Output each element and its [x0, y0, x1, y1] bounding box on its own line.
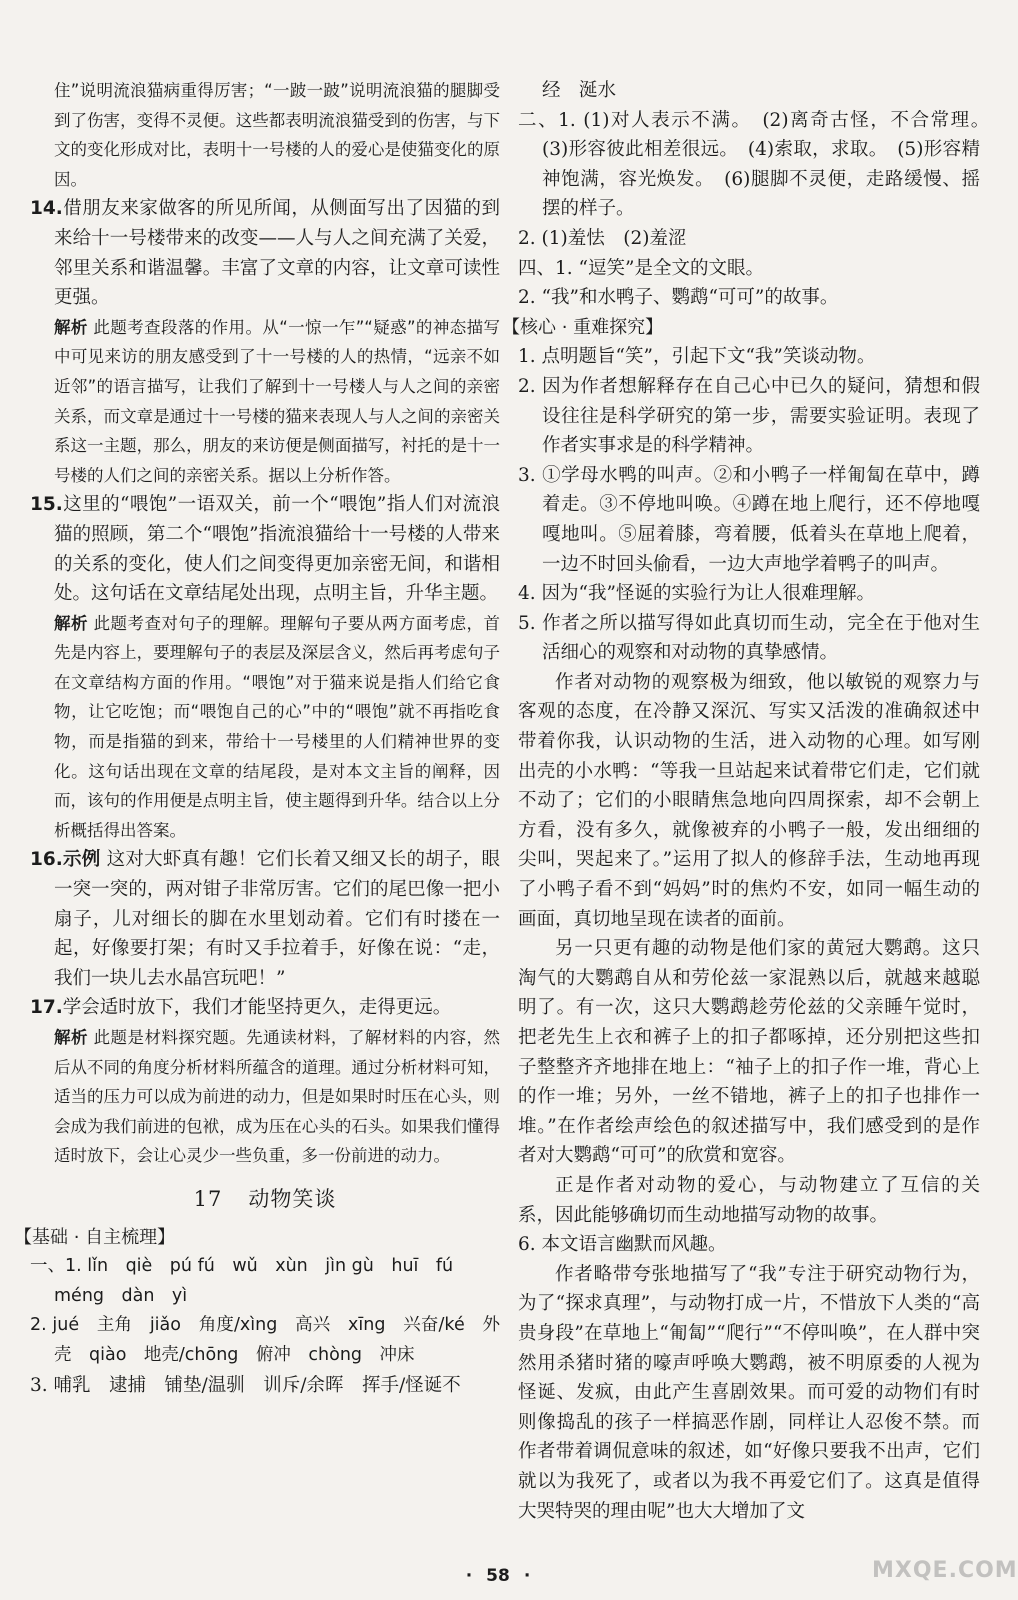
core-item-3: 3. ①学母水鸭的叫声。②和小鸭子一样匍匐在草中，蹲着走。③不停地叫唤。④蹲在地上爬行，还不停地嘎嘎地叫。⑤屈着膝，弯着腰，低着头在草地上爬着，一边不时回头偷看，一边大声地学着鸭子的叫声。: [518, 464, 980, 575]
part-2-item-2: 2. (1)羞怯 (2)羞涩: [518, 227, 687, 249]
core-item-5-paragraph-3: 正是作者对动物的爱心，与动物建立了互信的关系，因此能够确切而生动地描写动物的故事。: [518, 1174, 980, 1226]
q16-example-label: 示例: [62, 849, 101, 871]
basic-item-3: 3. 哺乳 逮捕 铺垫/温驯 训斥/余晖 挥手/怪诞不: [30, 1374, 461, 1396]
q13-analysis-continued: 住”说明流浪猫病重得厉害；“一跛一跛”说明流浪猫的腿脚受到了伤害，变得不灵便。这些都表明流浪猫受到的伤害，与下文的变化形成对比，表明十一号楼的人的爱心是使猫变化的原因。: [54, 81, 500, 189]
q15-number: 15.: [30, 494, 63, 516]
basic-item-2: 2. jué 主角 jiǎo 角度/xìng 高兴 xīng 兴奋/ké 外壳 qiào 地壳/chōng 俯冲 chòng 冲床: [30, 1315, 500, 1365]
watermark-logo: MXQE.COM: [872, 1558, 1018, 1583]
core-item-4: 4. 因为“我”怪诞的实验行为让人很难理解。: [518, 583, 875, 605]
q16-answer: [30, 845, 500, 993]
core-item-6: 6. 本文语言幽默而风趣。: [518, 1234, 727, 1256]
basic-item-3-continued: 经 涎水: [542, 80, 617, 101]
q14-number: 14.: [30, 198, 63, 220]
pinyin-line-1: 一、1. lǐn qiè pú fú wǔ xùn jìn gù huī fú: [30, 1256, 454, 1277]
section-heading-basic: 【基础 · 自主梳理】: [14, 1226, 176, 1248]
section-heading-core: 【核心 · 重难探究】: [502, 316, 664, 338]
core-item-5: 5. 作者之所以描写得如此真切而生动，完全在于他对生活细心的观察和对动物的真挚感情。: [518, 612, 980, 664]
lesson-name: 动物笑谈: [248, 1186, 337, 1211]
q17-analysis: [30, 1023, 500, 1171]
q17-answer-text: 学会适时放下，我们才能坚持更久，走得更远。: [62, 997, 452, 1019]
q16-number: 16.: [30, 849, 63, 871]
q15-answer: [30, 490, 500, 608]
q17-analysis-label: 解析: [54, 1028, 88, 1047]
part-4-item-1: 四、1. “逗笑”是全文的文眼。: [518, 257, 764, 279]
q15-analysis-label: 解析: [54, 613, 88, 633]
q14-analysis-label: 解析: [54, 317, 88, 337]
part-2-item-1: 二、1. (1)对人表示不满。 (2)离奇古怪，不合常理。 (3)形容彼此相差很远。 (4)索取，求取。 (5)形容精神饱满，容光焕发。 (6)腿脚不灵便，走路缓慢、摇摆的样子。: [518, 109, 999, 220]
q14-analysis-text: 此题考查段落的作用。从“一惊一乍”“疑惑”的神态描写中可见来访的朋友感受到了十一号楼的人的热情，“远亲不如近邻”的语言描写，让我们了解到十一号楼人与人之间的亲密关系，而文章是通过十一号楼的猫来表现人与人之间的亲密关系这一主题，那么，朋友的来访便是侧面描写，衬托的是十一号楼的人们之间的亲密关系。据以上分析作答。: [54, 317, 500, 485]
lesson-number: 17: [193, 1186, 223, 1211]
core-item-6-paragraph-1: 作者略带夸张地描写了“我”专注于研究动物行为，为了“探求真理”，与动物打成一片，不惜放下人类的“高贵身段”在草地上“匍匐”“爬行”“不停叫唤”，在人群中突然用杀猪时猪的嚎声呼唤大鹦鹉，被不明原委的人视为怪诞、发疯，由此产生喜剧效果。而可爱的动物们有时则像捣乱的孩子一样搞恶作剧，同样让人忍俊不禁。而作者带着调侃意味的叙述，如“好像只要我不出声，它们就以为我死了，或者以为我不再爱它们了。这真是值得大哭特哭的理由呢”也大大增加了文: [518, 1263, 980, 1522]
page-number-value: 58: [486, 1566, 510, 1586]
left-column: [14, 76, 501, 1400]
q17-analysis-text: 此题是材料探究题。先通读材料，了解材料的内容，然后从不同的角度分析材料所蕴含的道理。通过分析材料可知，适当的压力可以成为前进的动力，但是如果时时压在心头，则会成为我们前进的包袱，成为压在心头的石头。如果我们懂得适时放下，会让心灵少一些负重，多一份前进的动力。: [54, 1028, 501, 1166]
q16-answer-text: 这对大虾真有趣！它们长着又细又长的胡子，眼一突一突的，两对钳子非常厉害。它们的尾巴像一把小扇子，儿对细长的脚在水里划动着。它们有时搂在一起，好像要打架；有时又手拉着手，好像在说：“走，我们一块儿去水晶宫玩吧！”: [54, 849, 500, 989]
q17-number: 17.: [30, 997, 63, 1019]
pinyin-line-2: méng dàn yì: [54, 1285, 188, 1306]
q14-answer-text: 借朋友来家做客的所见所闻，从侧面写出了因猫的到来给十一号楼带来的改变——人与人之间充满了关爱，邻里关系和谐温馨。丰富了文章的内容，让文章可读性更强。: [54, 198, 500, 309]
core-item-1: 1. 点明题旨“笑”，引起下文“我”笑谈动物。: [518, 346, 876, 368]
core-item-2: 2. 因为作者想解释存在自己心中已久的疑问，猜想和假设往往是科学研究的第一步，需要实验证明。表现了作者实事求是的科学精神。: [518, 375, 980, 457]
q14-answer: [30, 194, 500, 312]
right-column: [502, 76, 999, 1526]
core-item-5-paragraph-2: 另一只更有趣的动物是他们家的黄冠大鹦鹉。这只淘气的大鹦鹉自从和劳伦兹一家混熟以后，就越来越聪明了。有一次，这只大鹦鹉趁劳伦兹的父亲睡午觉时，把老先生上衣和裤子上的扣子都啄掉，还分别把这些扣子整整齐齐地排在地上：“袖子上的扣子作一堆，背心上的作一堆；另外，一丝不错地，裤子上的扣子也排作一堆。”在作者绘声绘色的叙述描写中，我们感受到的是作者对大鹦鹉“可可”的欣赏和宽容。: [518, 938, 980, 1167]
q15-analysis: [30, 609, 500, 846]
core-item-5-paragraph-1: 作者对动物的观察极为细致，他以敏锐的观察力与客观的态度，在冷静又深沉、写实又活泼的准确叙述中带着你我，认识动物的生活，进入动物的心理。如写刚出壳的小水鸭：“等我一旦站起来试着带它们走，它们就不动了；它们的小眼睛焦急地向四周探索，却不会朝上方看，没有多久，就像被弃的小鸭子一般，发出细细的尖叫，哭起来了。”运用了拟人的修辞手法，生动地再现了小鸭子看不到“妈妈”时的焦灼不安，如同一幅生动的画面，真切地呈现在读者的面前。: [518, 671, 980, 930]
q15-answer-text: 这里的“喂饱”一语双关，前一个“喂饱”指人们对流浪猫的照顾，第二个“喂饱”指流浪猫给十一号楼的人带来的关系的变化，使人们之间变得更加亲密无间，和谐相处。这句话在文章结尾处出现，点明主旨，升华主题。: [54, 494, 500, 605]
q15-analysis-text: 此题考查对句子的理解。理解句子要从两方面考虑，首先是内容上，要理解句子的表层及深层含义，然后再考虑句子在文章结构方面的作用。“喂饱”对于猫来说是指人们给它食物，让它吃饱；而“喂饱自己的心”中的“喂饱”就不再指吃食物，而是指猫的到来，带给十一号楼里的人们精神世界的变化。这句话出现在文章的结尾段，是对本文主旨的阐释，因而，该句的作用便是点明主旨，使主题得到升华。结合以上分析概括得出答案。: [54, 613, 501, 840]
page-number: · 58 ·: [465, 1566, 531, 1586]
q14-analysis: [30, 313, 500, 491]
part-4-item-2: 2. “我”和水鸭子、鹦鹉“可可”的故事。: [518, 287, 839, 309]
lesson-title: [30, 1185, 500, 1215]
q17-answer: [30, 993, 500, 1023]
